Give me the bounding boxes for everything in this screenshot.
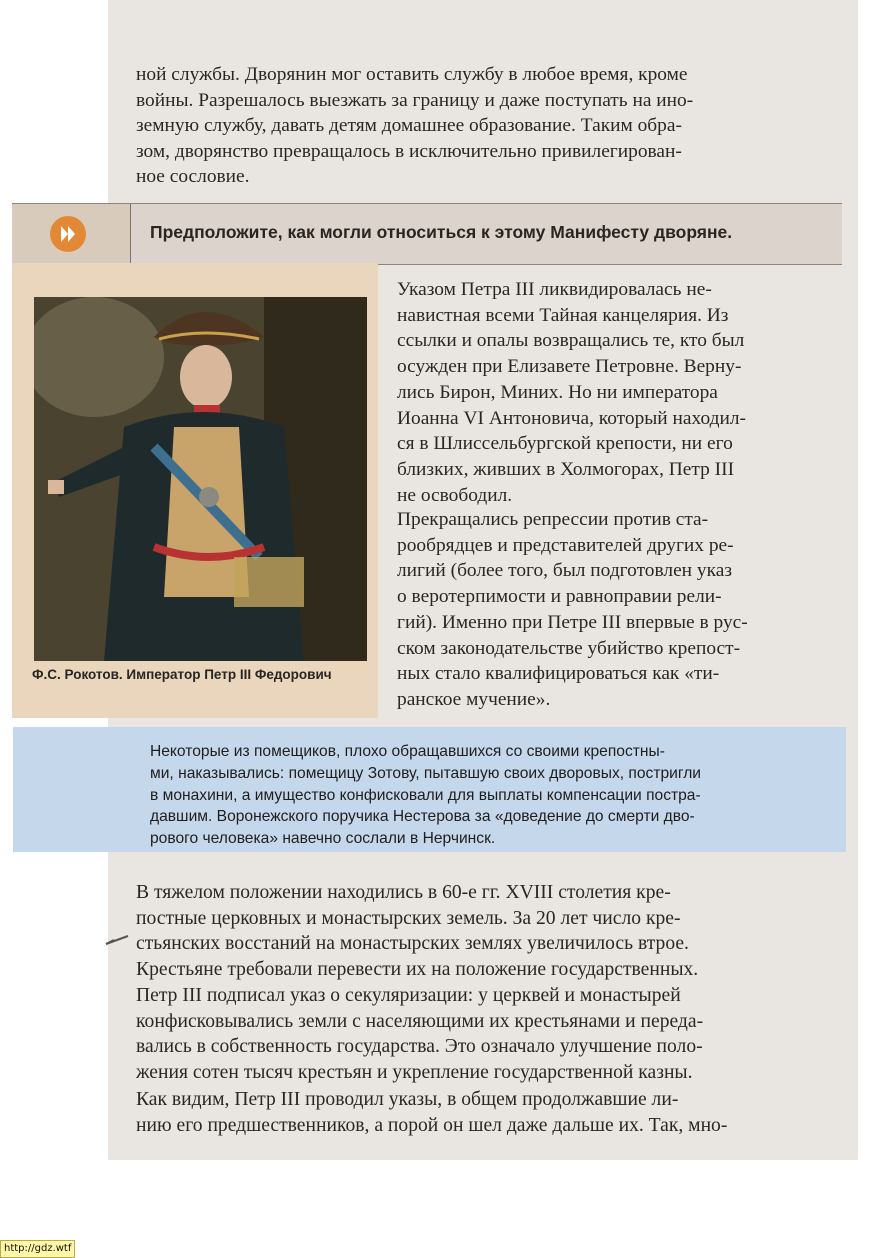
task-question: Предположите, как могли относиться к этому Манифесту дворяне. [150, 222, 733, 242]
task-icon-box [12, 204, 131, 264]
arrow-forward-icon [50, 216, 86, 252]
right-paragraph-2: Прекращались репрессии против ста- рообрядцев и представителей других ре- лигий (более того, был подготовлен указ о веротерпимости и равноправии рели- гий). Именно при Петре III впервые в рус- ском законодательстве убийство крепост- ных стало квалифицироваться как «ти- ранское мучение». [397, 509, 748, 710]
right-paragraph-1: Указом Петра III ликвидировалась не- навистная всеми Тайная канцелярия. Из ссылки и опалы возвращались те, кто был осужден при Елизавете Петровне. Верну- лись Бирон, Миних. Но ни императора Иоанна VI Антоновича, который находил- ся в Шлиссельбургской крепости, ни его близких, живших в Холмогорах, Петр III не освободил. [397, 279, 746, 506]
note-text: Некоторые из помещиков, плохо обращавшихся со своими крепостны- ми, наказывались: помещицу Зотову, пытавшую своих дворовых, постригли в монахини, а имущество конфисковали для выплаты компенсации постра- давшим. Воронежского поручика Нестерова за «доведение до смерти дво- рового человека» навечно сослали в Нерчинск. [150, 743, 702, 848]
portrait-image [34, 297, 367, 661]
pen-mark-icon [104, 930, 132, 950]
task-banner [12, 203, 842, 265]
bottom-paragraph-1: В тяжелом положении находились в 60-е гг. XVIII столетия кре- постные церковных и монастырских земель. За 20 лет число кре- стьянских восстаний на монастырских землях увеличилось втрое. Крестьяне требовали перевести их на положение государственных. Петр III подписал указ о секуляризации: у церквей и монастырей конфисковывались земли с населяющими их крестьянами и переда- вались в собственность государства. Это означало улучшение поло- жения сотен тысяч крестьян и укрепление государственной казны. [136, 882, 704, 1083]
top-paragraph: ной службы. Дворянин мог оставить службу в любое время, кроме войны. Разрешалось выезжать за границу и даже поступать на ино- земную службу, давать детям домашнее образование. Таким обра- зом, дворянство превращалось в исключительно привилегирован- ное сословие. [136, 64, 694, 187]
bottom-paragraph-2: Как видим, Петр III проводил указы, в общем продолжавшие ли- нию его предшественников, а порой он шел даже дальше их. Так, мно- [136, 1089, 728, 1136]
portrait-caption: Ф.С. Рокотов. Император Петр III Федорович [32, 667, 332, 682]
watermark-link[interactable]: http://gdz.wtf [0, 1240, 75, 1258]
portrait-figure [12, 263, 378, 718]
note-box [13, 727, 846, 852]
